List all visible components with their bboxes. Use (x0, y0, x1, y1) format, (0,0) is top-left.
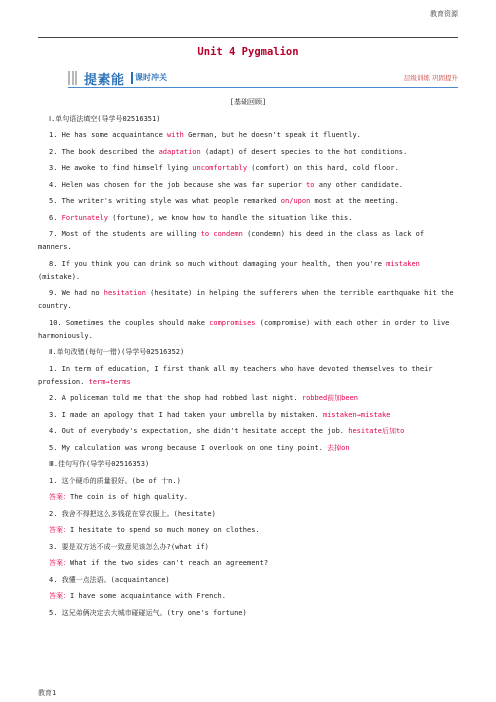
part1-list (38, 129, 458, 343)
item-text: 6. (49, 213, 62, 222)
item-text: 4. Helen was chosen for the job because she was far superior (49, 180, 307, 189)
banner-bars-icon (68, 71, 80, 85)
answer-text: to condemn (200, 230, 243, 238)
grammar-item (38, 228, 458, 254)
item-text: 5. The writer's writing style was what people remarked (49, 197, 281, 205)
grammar-item (38, 129, 458, 142)
writing-question (38, 607, 458, 620)
section-banner (68, 68, 458, 88)
answer-text: compromises (209, 318, 256, 327)
answer-text: What if the two sides can't reach an agreement? (70, 559, 269, 567)
answer-text: hesitate后加to (348, 427, 405, 435)
answer-text: term→terms (88, 377, 131, 386)
writing-answer (38, 524, 458, 537)
item-text: 2. A policeman told me that the shop had robbed last night. (49, 394, 302, 402)
header-source: 教育资源 (430, 10, 458, 18)
item-text: (compromise) with each other in order to live harmoniously. (38, 318, 450, 340)
answer-text: to (306, 180, 315, 189)
question-text: 5. 这兄弟俩决定去大城市碰碰运气。(try one's fortune) (49, 608, 247, 617)
answer-text: mistaken→mistake (322, 410, 391, 419)
answer-text: Fortunately (61, 213, 109, 222)
part1-heading: Ⅰ.单句语法填空(导学号02516351) (49, 114, 161, 123)
item-text: (comfort) on this hard, cold floor. (247, 164, 399, 172)
writing-question (38, 475, 458, 488)
item-text: 1. He has some acquaintance (49, 131, 168, 139)
banner-separator (131, 72, 133, 84)
answer-label: 答案： (49, 559, 70, 567)
correction-item (38, 392, 458, 405)
answer-text: I hesitate to spend so much money on clothes. (70, 526, 260, 534)
grammar-item (38, 317, 458, 343)
correction-item (38, 425, 458, 438)
answer-label: 答案： (49, 526, 70, 534)
answer-text: with (167, 131, 184, 139)
item-text: (hesitate) in helping the sufferers when the terrible earthquake hit the country. (38, 289, 454, 310)
part2-list (38, 363, 458, 455)
question-text: 1. 这个硬币的质量很好。(be of 十n.) (49, 476, 181, 485)
question-text: 2. 我舍不得把这么多钱花在穿衣服上。(hesitate) (49, 509, 216, 518)
item-text: 4. Out of everybody's expectation, she didn't hesitate accept the job. (49, 427, 349, 435)
item-text: German, but he doesn't speak it fluently. (183, 131, 361, 139)
part3-list (38, 475, 458, 620)
part3-heading: Ⅲ.佳句写作(导学号02516353) (49, 460, 150, 468)
item-text: any other candidate. (314, 180, 404, 189)
banner-sub: 课时冲关 (135, 73, 167, 82)
writing-question (38, 541, 458, 554)
grammar-item (38, 287, 458, 313)
grammar-item (38, 146, 458, 159)
item-text: (adapt) of desert species to the hot conditions. (200, 147, 408, 156)
grammar-item (38, 162, 458, 175)
item-text: (mistake). (38, 272, 81, 281)
answer-text: robbed前加been (301, 394, 359, 402)
item-text: 5. My calculation was wrong because I overlook on one tiny point. (49, 443, 328, 452)
footer: 教育1 (38, 689, 57, 697)
answer-text: 去掉on (327, 443, 350, 452)
answer-text: adaptation (158, 147, 201, 156)
answer-text: mistaken (386, 259, 420, 268)
grammar-item (38, 212, 458, 225)
page-title: Unit 4 Pygmalion (197, 46, 299, 58)
item-text: 3. He awoke to find himself lying (49, 164, 193, 172)
answer-label: 答案： (49, 592, 70, 600)
section-heading: [基础回顾] (229, 98, 267, 106)
correction-item (38, 409, 458, 422)
question-text: 3. 要是双方达不成一致意见该怎么办?(what if) (49, 542, 209, 551)
item-text: 1. In term of education, I first thank all my teachers who have devoted themselves to their profession. (38, 364, 433, 386)
question-text: 4. 我懂一点法语。(acquaintance) (49, 575, 170, 584)
writing-answer (38, 557, 458, 570)
writing-answer (38, 590, 458, 603)
item-text: 3. I made an apology that I had taken your umbrella by mistaken. (49, 410, 323, 419)
banner-underline (68, 87, 458, 88)
worksheet-content (38, 96, 458, 623)
item-text: (fortune), we know how to handle the situation like this. (108, 213, 353, 222)
item-text: 2. The book described the (49, 147, 159, 156)
banner-main: 提素能 (84, 73, 125, 88)
writing-question (38, 508, 458, 521)
header-rule (38, 37, 458, 38)
item-text: 10. Sometimes the couples should make (49, 318, 210, 327)
grammar-item (38, 179, 458, 192)
answer-label: 答案： (49, 493, 70, 501)
item-text: 9. We had no (49, 289, 104, 297)
banner-right: 层级训练 巩固提升 (403, 74, 458, 82)
item-text: (condemn) his deed in the class as lack of manners. (38, 230, 425, 251)
item-text: 8. If you think you can drink so much without damaging your health, then you're (49, 259, 387, 268)
item-text: 7. Most of the students are willing (49, 230, 201, 238)
writing-answer (38, 491, 458, 504)
correction-item (38, 442, 458, 455)
grammar-item (38, 195, 458, 208)
answer-text: I have some acquaintance with French. (70, 592, 226, 600)
answer-text: on/upon (280, 197, 311, 205)
writing-question (38, 574, 458, 587)
answer-text: uncomfortably (192, 164, 248, 172)
part2-heading: Ⅱ.单句改错(每句一错)(导学号02516352) (49, 348, 185, 356)
grammar-item (38, 258, 458, 284)
answer-text: hesitation (103, 289, 146, 297)
item-text: most at the meeting. (310, 197, 399, 205)
answer-text: The coin is of high quality. (70, 493, 189, 501)
correction-item (38, 363, 458, 389)
